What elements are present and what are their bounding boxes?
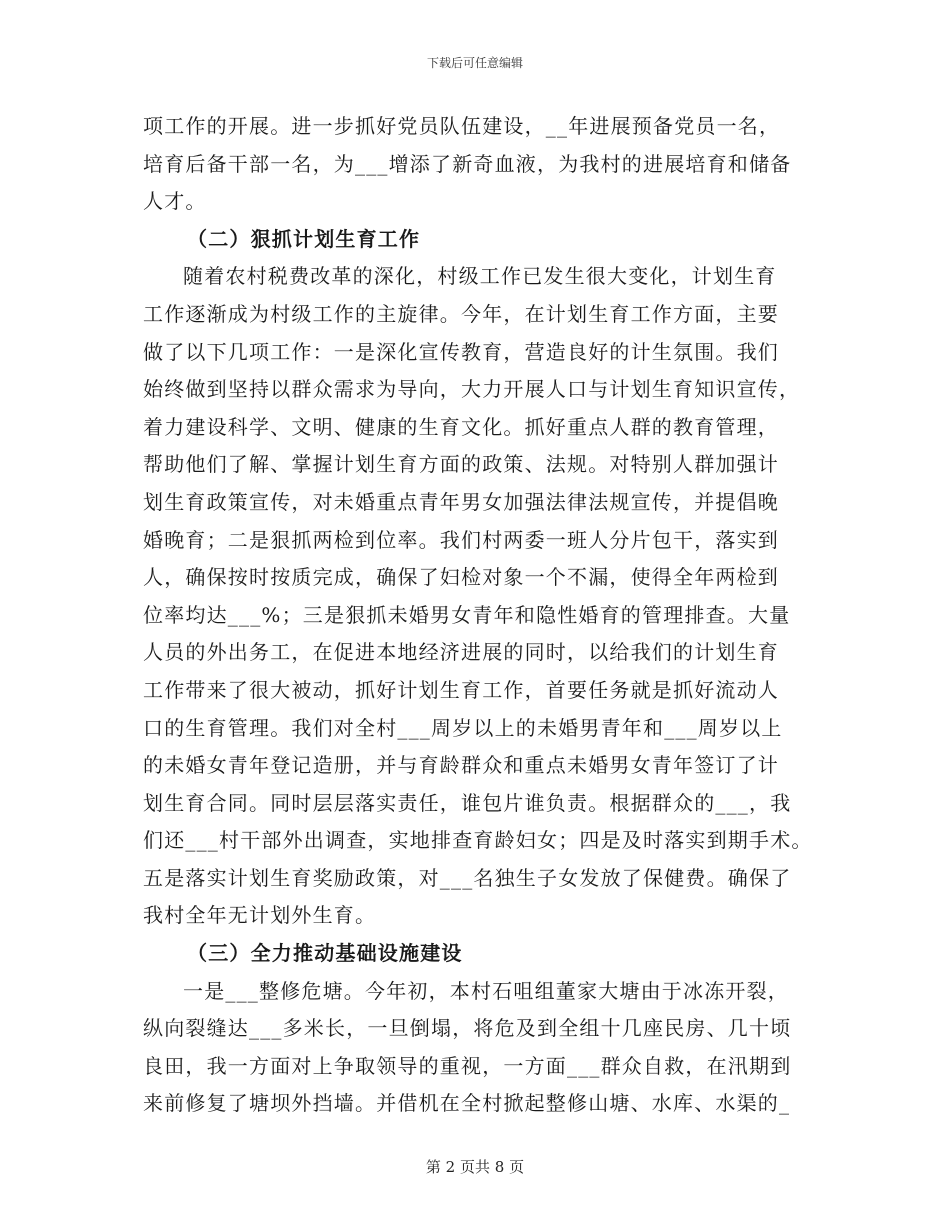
body-line: 我村全年无计划外生育。: [143, 903, 377, 928]
body-line: 划生育政策宣传，对未婚重点青年男女加强法律法规宣传，并提倡晚: [143, 489, 779, 514]
body-line: 口的生育管理。我们对全村___周岁以上的未婚男青年和___周岁以上: [143, 715, 783, 740]
body-line: 良田，我一方面对上争取领导的重视，一方面___群众自救，在汛期到: [143, 1053, 792, 1078]
body-line: 始终做到坚持以群众需求为导向，大力开展人口与计划生育知识宣传，: [143, 377, 801, 402]
body-line: 做了以下几项工作：一是深化宣传教育，营造良好的计生氛围。我们: [143, 339, 779, 364]
body-line: 划生育合同。同时层层落实责任，谁包片谁负责。根据群众的___，我: [143, 790, 792, 815]
body-line: 人员的外出务工，在促进本地经济进展的同时，以给我们的计划生育: [143, 640, 779, 665]
body-line: 五是落实计划生育奖励政策，对___名独生子女发放了保健费。确保了: [143, 865, 792, 890]
body-line: 培育后备干部一名，为___增添了新奇血液，为我村的进展培育和储备: [143, 151, 792, 176]
body-line: 婚晚育；二是狠抓两检到位率。我们村两委一班人分片包干，落实到: [143, 527, 779, 552]
body-line: 纵向裂缝达___多米长，一旦倒塌，将危及到全组十几座民房、几十顷: [143, 1016, 792, 1041]
section-heading: （三）全力推动基础设施建设: [187, 941, 463, 966]
document-body: [143, 108, 823, 1123]
body-line: 着力建设科学、文明、健康的生育文化。抓好重点人群的教育管理，: [143, 414, 779, 439]
body-line: 来前修复了塘坝外挡墙。并借机在全村掀起整修山塘、水库、水渠的_: [143, 1091, 791, 1116]
paragraph-first-line: 一是___整修危塘。今年初，本村石咀组董家大塘由于冰冻开裂，: [183, 978, 789, 1003]
body-line: 们还___村干部外出调查，实地排查育龄妇女；四是及时落实到期手术。: [143, 828, 813, 853]
section-heading: （二）狠抓计划生育工作: [187, 226, 421, 251]
body-line: 人才。: [143, 189, 207, 214]
paragraph-first-line: 随着农村税费改革的深化，村级工作已发生很大变化，计划生育: [183, 264, 777, 289]
page-header: 下载后可任意编辑: [426, 56, 523, 70]
body-line: 的未婚女青年登记造册，并与育龄群众和重点未婚男女青年签订了计: [143, 753, 779, 778]
body-line: 帮助他们了解、掌握计划生育方面的政策、法规。对特别人群加强计: [143, 452, 779, 477]
page-number: 第 2 页共 8 页: [425, 1158, 525, 1176]
body-line: 工作逐渐成为村级工作的主旋律。今年，在计划生育工作方面，主要: [143, 301, 779, 326]
body-line: 位率均达___%；三是狠抓未婚男女青年和隐性婚育的管理排查。大量: [143, 602, 791, 627]
body-line: 工作带来了很大被动，抓好计划生育工作，首要任务就是抓好流动人: [143, 677, 779, 702]
body-line: 人，确保按时按质完成，确保了妇检对象一个不漏，使得全年两检到: [143, 565, 779, 590]
body-line: 项工作的开展。进一步抓好党员队伍建设，__年进展预备党员一名，: [143, 114, 781, 138]
